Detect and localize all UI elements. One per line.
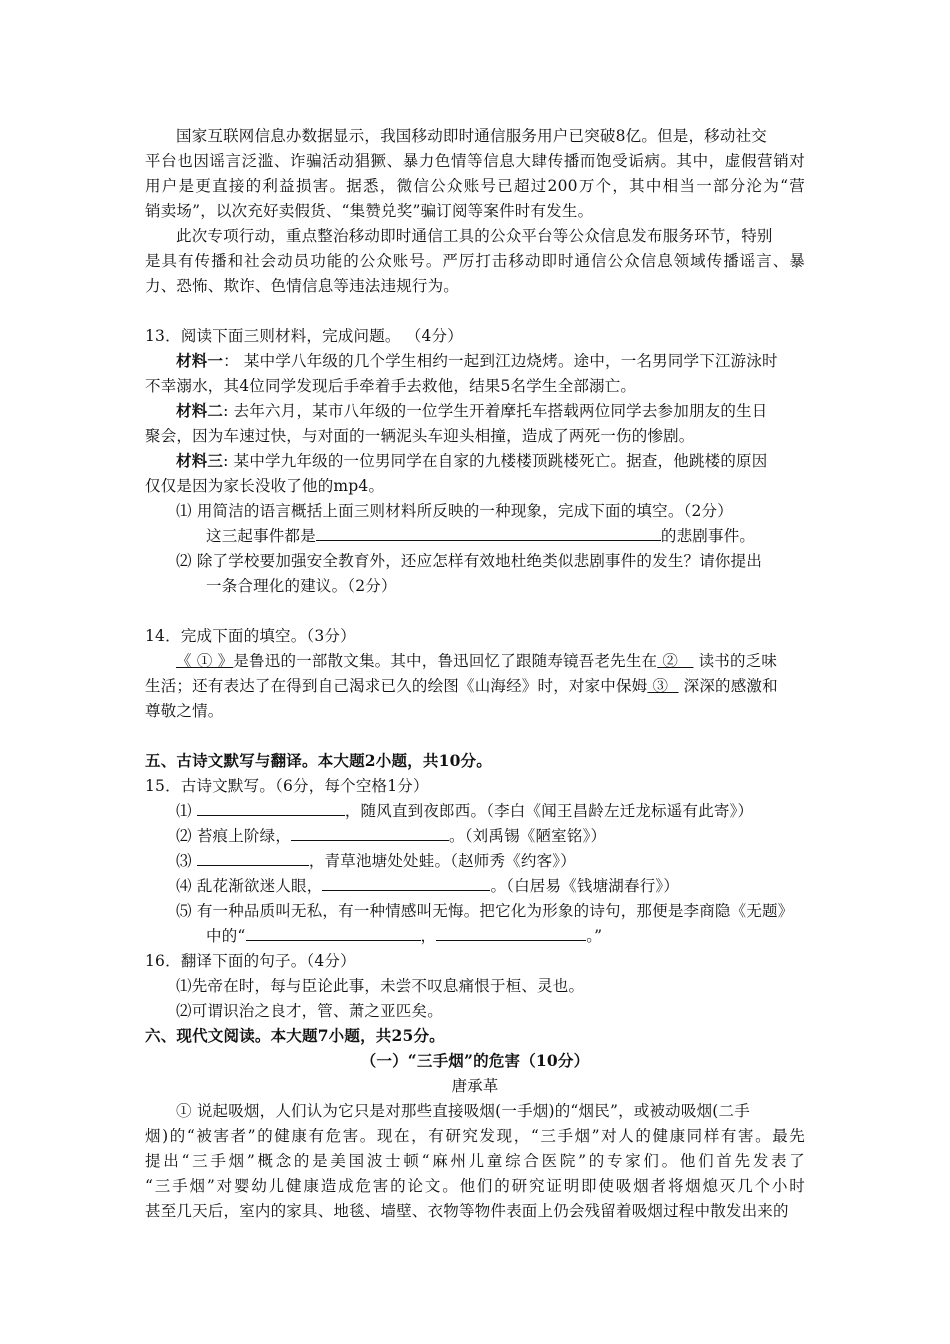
- item-number: ⑶: [176, 852, 192, 870]
- q15-item-5: ⑸ 有一种品质叫无私，有一种情感叫无悔。把它化为形象的诗句，那便是李商隐《无题》: [176, 902, 794, 920]
- blank-1[interactable]: 《 ① 》: [176, 652, 234, 670]
- q13-sub-1-fill: [206, 526, 755, 546]
- item-text: ，随风直到夜郎西。（李白《闻王昌龄左迁龙标遥有此寄》）: [344, 802, 754, 820]
- answer-blank[interactable]: [322, 876, 490, 891]
- material-1-text: ： 某中学八年级的几个学生相约一起到江边烧烤。途中，一名男同学下江游泳时: [223, 352, 778, 370]
- material-3-text: : 某中学九年级的一位男同学在自家的九楼楼顶跳楼死亡。据查，他跳楼的原因: [223, 452, 768, 470]
- q14-text-4: 深深的感激和: [678, 677, 778, 695]
- q13-material-1-cont: 不幸溺水，其4位同学发现后手牵着手去救他，结果5名学生全部溺亡。: [145, 377, 637, 395]
- q13-material-3: [176, 451, 767, 471]
- article-line-5: 甚至几天后，室内的家具、地毯、墙壁、衣物等物件表面上仍会残留着吸烟过程中散发出来的: [145, 1202, 789, 1220]
- q13-material-2-cont: 聚会，因为车速过快，与对面的一辆泥头车迎头相撞，造成了两死一伤的惨剧。: [145, 427, 695, 445]
- q13-sub-2-cont: 一条合理化的建议。（2分）: [206, 577, 397, 595]
- answer-blank[interactable]: [316, 526, 661, 541]
- q15-title: 15．古诗文默写。（6分，每个空格1分）: [145, 777, 429, 795]
- q15-item-5-cont: [206, 926, 602, 946]
- intro-p2-line-1: 此次专项行动，重点整治移动即时通信工具的公众平台等公众信息发布服务环节，特别: [176, 227, 773, 245]
- q16-title: 16．翻译下面的句子。（4分）: [145, 952, 356, 970]
- item-text: ⑵ 苔痕上阶绿，: [176, 827, 292, 845]
- q15-item-1: [176, 801, 753, 821]
- q14-line-1: [176, 651, 777, 671]
- q14-text-3: 生活；还有表达了在得到自己渴求已久的绘图《山海经》时，对家中保姆: [145, 677, 648, 695]
- section-5-title: 五、古诗文默写与翻译。本大题2小题，共10分。: [145, 751, 492, 770]
- q15-item-2: [176, 826, 606, 846]
- q16-item-1: ⑴先帝在时，每与臣论此事，未尝不叹息痛恨于桓、灵也。: [176, 977, 585, 995]
- article-title: （一）“三手烟”的危害（10分）: [360, 1051, 590, 1070]
- material-2-text: : 去年六月，某市八年级的一位学生开着摩托车搭载两位同学去参加朋友的生日: [223, 402, 768, 420]
- blank-3[interactable]: ③: [647, 677, 679, 695]
- q14-title: 14．完成下面的填空。（3分）: [145, 627, 356, 645]
- intro-p1-line-1: 国家互联网信息办数据显示，我国移动即时通信服务用户已突破8亿。但是，移动社交: [176, 127, 767, 145]
- section-6-title: 六、现代文阅读。本大题7小题，共25分。: [145, 1026, 445, 1045]
- q13-sub-2: ⑵ 除了学校要加强安全教育外，还应怎样有效地杜绝类似悲剧事件的发生？请你提出: [176, 552, 763, 570]
- item-text: 。（刘禹锡《陋室铭》）: [449, 827, 607, 845]
- material-2-label: 材料二: [176, 401, 224, 420]
- item-number: ⑴: [176, 802, 192, 820]
- q14-text-2: 读书的乏味: [693, 652, 778, 670]
- q15-item-4: [176, 876, 679, 896]
- answer-blank[interactable]: [197, 801, 345, 816]
- q14-line-3: 尊敬之情。: [145, 702, 224, 720]
- item-text: ，青草池塘处处蛙。（赵师秀《约客》）: [308, 852, 576, 870]
- answer-blank[interactable]: [246, 926, 421, 941]
- answer-blank[interactable]: [291, 826, 449, 841]
- article-line-2: 烟)的“被害者”的健康有危害。现在，有研究发现，“三手烟”对人的健康同样有害。最先: [145, 1127, 805, 1145]
- intro-p2-line-3: 力、恐怖、欺诈、色情信息等违法违规行为。: [145, 277, 460, 295]
- intro-p1-line-2: 平台也因谣言泛滥、诈骗活动猖獗、暴力色情等信息大肆传播而饱受诟病。其中，虚假营销对: [145, 152, 805, 170]
- intro-p1-line-3: 用户是更直接的利益损害。据悉，微信公众账号已超过200万个，其中相当一部分沦为“营: [145, 177, 805, 195]
- article-line-4: “三手烟”对婴幼儿健康造成危害的论文。他们的研究证明即使吸烟者将烟熄灭几个小时: [145, 1177, 805, 1195]
- item-text: 中的“: [206, 927, 246, 945]
- article-line-1: ① 说起吸烟，人们认为它只是对那些直接吸烟(一手烟)的“烟民”，或被动吸烟(二手: [176, 1102, 750, 1120]
- material-1-label: 材料一: [176, 351, 224, 370]
- q16-item-2: ⑵可谓识治之良才，管、萧之亚匹矣。: [176, 1002, 443, 1020]
- intro-p2-line-2: 是具有传播和社会动员功能的公众账号。严厉打击移动即时通信公众信息领域传播谣言、暴: [145, 252, 805, 270]
- blank-2[interactable]: ②: [657, 652, 694, 670]
- item-text: 。”: [586, 927, 603, 945]
- q13-title: 13．阅读下面三则材料，完成问题。 （4分）: [145, 327, 463, 345]
- q14-text-1: 是鲁迅的一部散文集。其中，鲁迅回忆了跟随寿镜吾老先生在: [233, 652, 658, 670]
- item-text: ⑷ 乱花渐欲迷人眼，: [176, 877, 323, 895]
- fill-prefix: 这三起事件都是: [206, 527, 316, 545]
- q15-item-3: [176, 851, 576, 871]
- article-author: 唐承革: [451, 1077, 499, 1095]
- item-text: 。（白居易《钱塘湖春行》）: [490, 877, 680, 895]
- q13-material-1: [176, 351, 778, 371]
- item-text: ，: [420, 927, 437, 945]
- material-3-label: 材料三: [176, 451, 224, 470]
- intro-p1-line-4: 销卖场”，以次充好卖假货、“集赞兑奖”骗订阅等案件时有发生。: [145, 202, 594, 220]
- answer-blank[interactable]: [197, 851, 309, 866]
- answer-blank[interactable]: [436, 926, 586, 941]
- q13-material-3-cont: 仅仅是因为家长没收了他的mp4。: [145, 477, 385, 495]
- fill-suffix: 的悲剧事件。: [660, 527, 756, 545]
- q13-sub-1: ⑴ 用简洁的语言概括上面三则材料所反映的一种现象，完成下面的填空。（2分）: [176, 502, 733, 520]
- article-line-3: 提出“三手烟”概念的是美国波士顿“麻州儿童综合医院”的专家们。他们首先发表了: [145, 1152, 805, 1170]
- q14-line-2: [145, 676, 778, 696]
- q13-material-2: [176, 401, 767, 421]
